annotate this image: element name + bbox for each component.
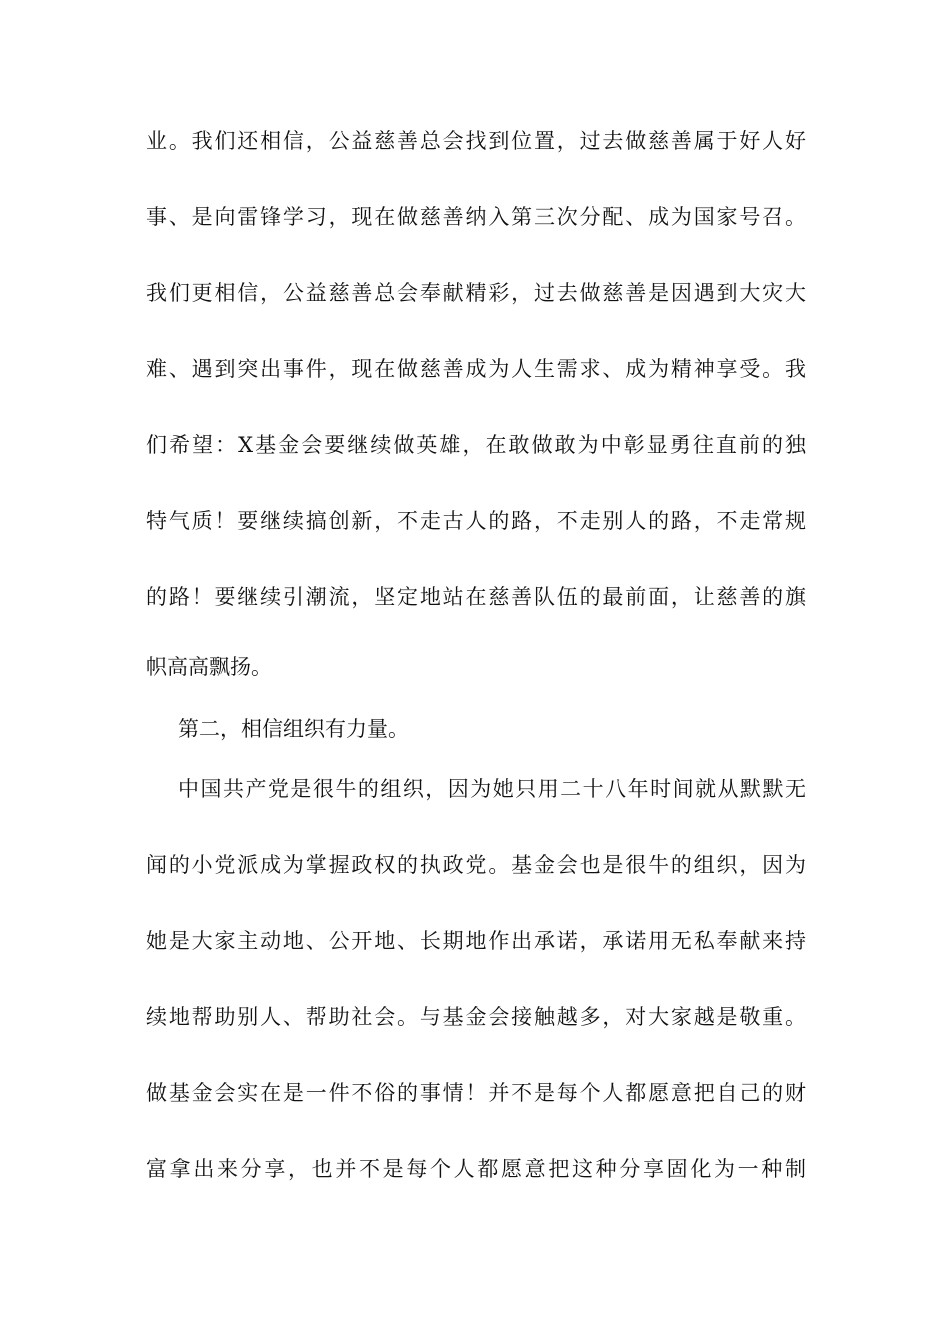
text-line: 特气质！要继续搞创新，不走古人的路，不走别人的路，不走常规 bbox=[146, 509, 806, 533]
text-line: 的路！要继续引潮流，坚定地站在慈善队伍的最前面，让慈善的旗 bbox=[146, 585, 806, 609]
text-line: 做基金会实在是一件不俗的事情！并不是每个人都愿意把自己的财 bbox=[146, 1081, 806, 1105]
text-line: 续地帮助别人、帮助社会。与基金会接触越多，对大家越是敬重。 bbox=[146, 1005, 806, 1029]
text-line: 帜高高飘扬。 bbox=[146, 655, 272, 679]
text-line: 事、是向雷锋学习，现在做慈善纳入第三次分配、成为国家号召。 bbox=[146, 205, 806, 229]
text-line: 她是大家主动地、公开地、长期地作出承诺，承诺用无私奉献来持 bbox=[146, 929, 806, 953]
text-line: 闻的小党派成为掌握政权的执政党。基金会也是很牛的组织，因为 bbox=[146, 853, 806, 877]
text-line: 中国共产党是很牛的组织，因为她只用二十八年时间就从默默无 bbox=[178, 777, 806, 801]
text-line: 们希望：X基金会要继续做英雄，在敢做敢为中彰显勇往直前的独 bbox=[146, 433, 806, 457]
section-heading: 第二，相信组织有力量。 bbox=[178, 717, 409, 741]
text-line: 难、遇到突出事件，现在做慈善成为人生需求、成为精神享受。我 bbox=[146, 357, 806, 381]
text-line: 我们更相信，公益慈善总会奉献精彩，过去做慈善是因遇到大灾大 bbox=[146, 281, 806, 305]
text-line: 富拿出来分享，也并不是每个人都愿意把这种分享固化为一种制 bbox=[146, 1157, 806, 1181]
text-line: 业。我们还相信，公益慈善总会找到位置，过去做慈善属于好人好 bbox=[146, 129, 806, 153]
